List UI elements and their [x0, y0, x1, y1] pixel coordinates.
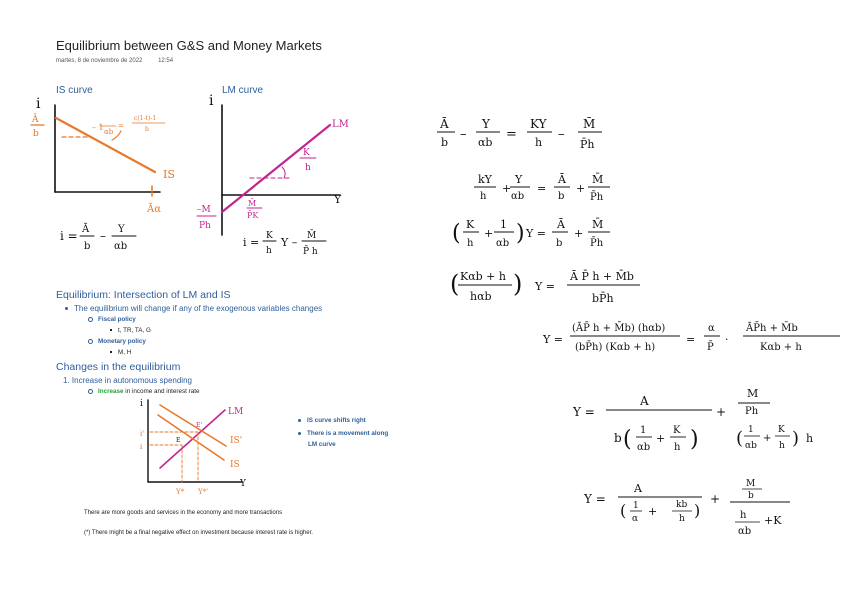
svg-text:+: +: [576, 182, 586, 195]
svg-text:Y =: Y =: [543, 333, 563, 346]
svg-text:+: +: [502, 182, 512, 195]
svg-text:h: h: [467, 238, 474, 249]
fiscal-policy-item: [88, 316, 136, 323]
svg-text:α: α: [708, 323, 715, 334]
monetary-items-text: M, H: [118, 349, 132, 356]
svg-text:(: (: [623, 427, 632, 452]
svg-text:h: h: [779, 441, 785, 451]
monetary-policy-item: [88, 338, 146, 345]
svg-text:–: –: [460, 127, 467, 142]
square-bullet-icon: [110, 329, 112, 331]
change-item-1: 1. Increase in autonomous spending: [63, 376, 192, 385]
square-bullet-icon: [110, 351, 112, 353]
svg-text:h: h: [480, 191, 487, 202]
svg-text:P̄h: P̄h: [590, 238, 604, 249]
svg-text:): ): [690, 427, 699, 452]
svg-text:αb: αb: [738, 526, 752, 537]
svg-text:b: b: [748, 491, 754, 501]
side-bullet-2-cont: [308, 441, 336, 448]
equilibrium-heading: Equilibrium: Intersection of LM and IS: [56, 289, 231, 301]
svg-text:i': i': [140, 430, 145, 438]
svg-text:b: b: [556, 238, 563, 249]
is-curve-heading: IS curve: [56, 85, 93, 96]
svg-text:h: h: [674, 442, 681, 453]
svg-text:Y =: Y =: [573, 405, 595, 419]
svg-text:): ): [792, 428, 800, 449]
svg-text:–: –: [558, 127, 565, 142]
equilibrium-shift-graph: [140, 399, 247, 496]
side-bullet-2: [298, 430, 388, 437]
svg-text:α: α: [632, 514, 639, 524]
svg-text:M̄: M̄: [592, 173, 604, 186]
svg-text:Ā: Ā: [440, 117, 449, 131]
svg-text:+: +: [710, 492, 721, 506]
side-bullet-2-cont-text: LM curve: [308, 441, 336, 448]
fiscal-items-text: t, TR, TA, G: [118, 327, 151, 334]
side-bullet-2-text: There is a movement along: [307, 430, 389, 437]
svg-text:(: (: [620, 501, 627, 520]
note-2: (*) There might be a final negative effect on investment because interest rate is higher.: [84, 530, 313, 536]
changes-heading: Changes in the equilibrium: [56, 361, 181, 373]
svg-text:M: M: [747, 387, 759, 400]
svg-text:Y =: Y =: [526, 227, 546, 240]
page-time: 12:54: [158, 58, 174, 64]
svg-text:K: K: [466, 218, 475, 231]
svg-text:K: K: [303, 148, 310, 158]
svg-text:P̄h: P̄h: [590, 192, 604, 203]
svg-text:): ): [694, 501, 701, 520]
side-bullet-1: [298, 417, 366, 424]
svg-text:Y =: Y =: [535, 280, 555, 293]
svg-text:M̄: M̄: [592, 218, 604, 231]
ring-bullet-icon: [88, 317, 93, 322]
svg-text:i: i: [209, 93, 214, 109]
svg-text:A: A: [640, 394, 649, 408]
monetary-policy-label: Monetary policy: [98, 338, 146, 345]
svg-text:–: –: [100, 229, 106, 243]
equilibrium-bullet: [65, 304, 322, 313]
side-bullet-1-text: IS curve shifts right: [307, 417, 366, 424]
svg-text:+: +: [656, 432, 666, 445]
svg-text:+: +: [716, 405, 727, 419]
svg-text:M̄: M̄: [583, 117, 596, 131]
svg-text:IS': IS': [230, 436, 243, 446]
bullet-dot-icon: [298, 419, 301, 422]
svg-text:Y: Y: [240, 479, 246, 489]
svg-text:+: +: [574, 227, 584, 240]
fiscal-items: [110, 327, 151, 334]
svg-text:+: +: [763, 433, 772, 444]
svg-text:Y: Y: [482, 117, 490, 131]
svg-text:A: A: [634, 482, 642, 495]
svg-text:K: K: [266, 231, 273, 241]
svg-text:1: 1: [500, 218, 507, 231]
svg-text:b: b: [558, 191, 565, 202]
svg-text:Kαb + h: Kαb + h: [460, 270, 506, 283]
svg-text:–M: –M: [197, 205, 211, 215]
svg-text:αb: αb: [745, 441, 757, 451]
svg-text:bP̄h: bP̄h: [592, 292, 614, 305]
svg-text:P̄: P̄: [707, 342, 714, 353]
svg-text:Y: Y: [515, 173, 523, 186]
svg-text:KY: KY: [530, 117, 547, 131]
svg-text:Ā: Ā: [82, 224, 90, 235]
svg-text:i: i: [140, 443, 143, 451]
svg-text:– 1: – 1: [92, 123, 104, 132]
svg-text:αb: αb: [496, 238, 510, 249]
svg-text:(ĀP̄ h + M̄b) (hαb): (ĀP̄ h + M̄b) (hαb): [572, 323, 666, 334]
svg-text:b: b: [84, 241, 91, 252]
svg-text:P̄h: P̄h: [580, 138, 595, 151]
page-title: Equilibrium between G&S and Money Markets: [56, 38, 322, 53]
svg-text:M: M: [746, 479, 756, 489]
svg-text:=: =: [118, 122, 124, 130]
svg-text:Ā: Ā: [558, 173, 566, 186]
svg-text:Ph: Ph: [745, 406, 759, 417]
svg-text:1: 1: [748, 425, 754, 435]
svg-text:=: =: [686, 333, 696, 346]
svg-text:1: 1: [640, 425, 647, 436]
svg-text:Y: Y: [118, 224, 125, 235]
increase-rest: in income and interest rate: [123, 388, 200, 395]
svg-text:αb: αb: [104, 128, 114, 136]
svg-text:kY: kY: [478, 173, 492, 186]
is-curve-graph: [31, 96, 175, 252]
svg-text:αb: αb: [114, 241, 128, 252]
svg-text:M̄: M̄: [248, 199, 257, 208]
svg-text:i =: i =: [243, 236, 260, 249]
equilibrium-bullet-text: The equilibrium will change if any of the exogenous variables changes: [74, 304, 323, 313]
lm-curve-heading: LM curve: [222, 85, 264, 96]
svg-text:Kαb + h: Kαb + h: [760, 342, 802, 353]
svg-text:Y*': Y*': [198, 488, 209, 496]
svg-text:LM: LM: [228, 407, 244, 417]
svg-text:h: h: [679, 514, 685, 524]
svg-text:h: h: [266, 246, 272, 256]
page-date: martes, 8 de noviembre de 2022: [56, 58, 143, 64]
svg-text:IS: IS: [230, 460, 240, 470]
increase-word: Increase: [98, 388, 124, 395]
svg-text:LM: LM: [332, 119, 349, 130]
fiscal-policy-label: Fiscal policy: [98, 316, 136, 323]
note-1: There are more goods and services in the economy and more transactions: [84, 510, 283, 516]
svg-text:+: +: [648, 505, 658, 518]
bullet-dot-icon: [65, 307, 68, 310]
svg-text:IS: IS: [163, 168, 175, 181]
svg-text:K: K: [778, 425, 785, 435]
svg-text:Ā P̄ h + M̄b: Ā P̄ h + M̄b: [570, 270, 634, 283]
svg-text:E: E: [176, 437, 181, 444]
svg-text:αb: αb: [478, 136, 493, 149]
svg-text:αb: αb: [511, 191, 525, 202]
svg-text:Āα: Āα: [147, 204, 161, 215]
svg-text:(: (: [452, 221, 461, 246]
ring-bullet-icon: [88, 339, 93, 344]
svg-text:h: h: [535, 136, 543, 149]
svg-text:i: i: [36, 96, 41, 112]
bullet-dot-icon: [298, 432, 301, 435]
handwritten-derivation: [437, 116, 840, 537]
svg-text:i =: i =: [60, 229, 78, 243]
svg-text:Y –: Y –: [281, 236, 298, 249]
svg-text:+K: +K: [764, 514, 782, 527]
svg-text:): ): [513, 270, 523, 298]
svg-text:αb: αb: [637, 442, 651, 453]
svg-text:b: b: [441, 136, 449, 149]
svg-text:(: (: [736, 428, 744, 449]
svg-text:P̄K: P̄K: [247, 211, 259, 220]
svg-text:): ): [516, 221, 525, 246]
svg-text:1: 1: [633, 501, 639, 511]
monetary-items: [110, 349, 131, 356]
svg-text:K: K: [673, 425, 681, 436]
svg-text:M̄: M̄: [307, 231, 317, 241]
svg-text:E': E': [196, 422, 203, 429]
svg-text:+: +: [484, 227, 494, 240]
svg-text:=: =: [506, 127, 517, 142]
svg-text:P̄ h: P̄ h: [303, 247, 318, 257]
svg-text:i: i: [140, 399, 143, 409]
svg-text:h: h: [740, 510, 747, 521]
svg-text:·: ·: [725, 333, 729, 346]
ring-bullet-icon: [88, 389, 93, 394]
svg-text:ĀP̄h + M̄b: ĀP̄h + M̄b: [746, 323, 798, 334]
svg-text:b: b: [145, 126, 149, 133]
svg-text:kb: kb: [676, 500, 688, 510]
svg-text:c(1-t)-1: c(1-t)-1: [134, 115, 157, 122]
svg-text:Ph: Ph: [199, 221, 211, 231]
svg-text:(bP̄h) (Kαb + h): (bP̄h) (Kαb + h): [575, 342, 656, 353]
svg-text:Ā: Ā: [557, 218, 565, 231]
svg-text:(: (: [450, 270, 460, 298]
svg-text:b: b: [614, 431, 622, 445]
svg-text:h: h: [305, 163, 311, 173]
svg-text:Y: Y: [334, 193, 342, 206]
svg-text:=: =: [537, 182, 547, 195]
svg-text:Ā: Ā: [32, 115, 39, 125]
lm-curve-graph: [197, 93, 349, 257]
svg-text:Y*: Y*: [176, 488, 185, 496]
svg-text:Y =: Y =: [584, 492, 606, 506]
increase-line: [88, 388, 200, 395]
svg-text:hαb: hαb: [470, 290, 492, 303]
svg-text:h: h: [806, 432, 814, 445]
svg-text:b: b: [33, 129, 39, 139]
